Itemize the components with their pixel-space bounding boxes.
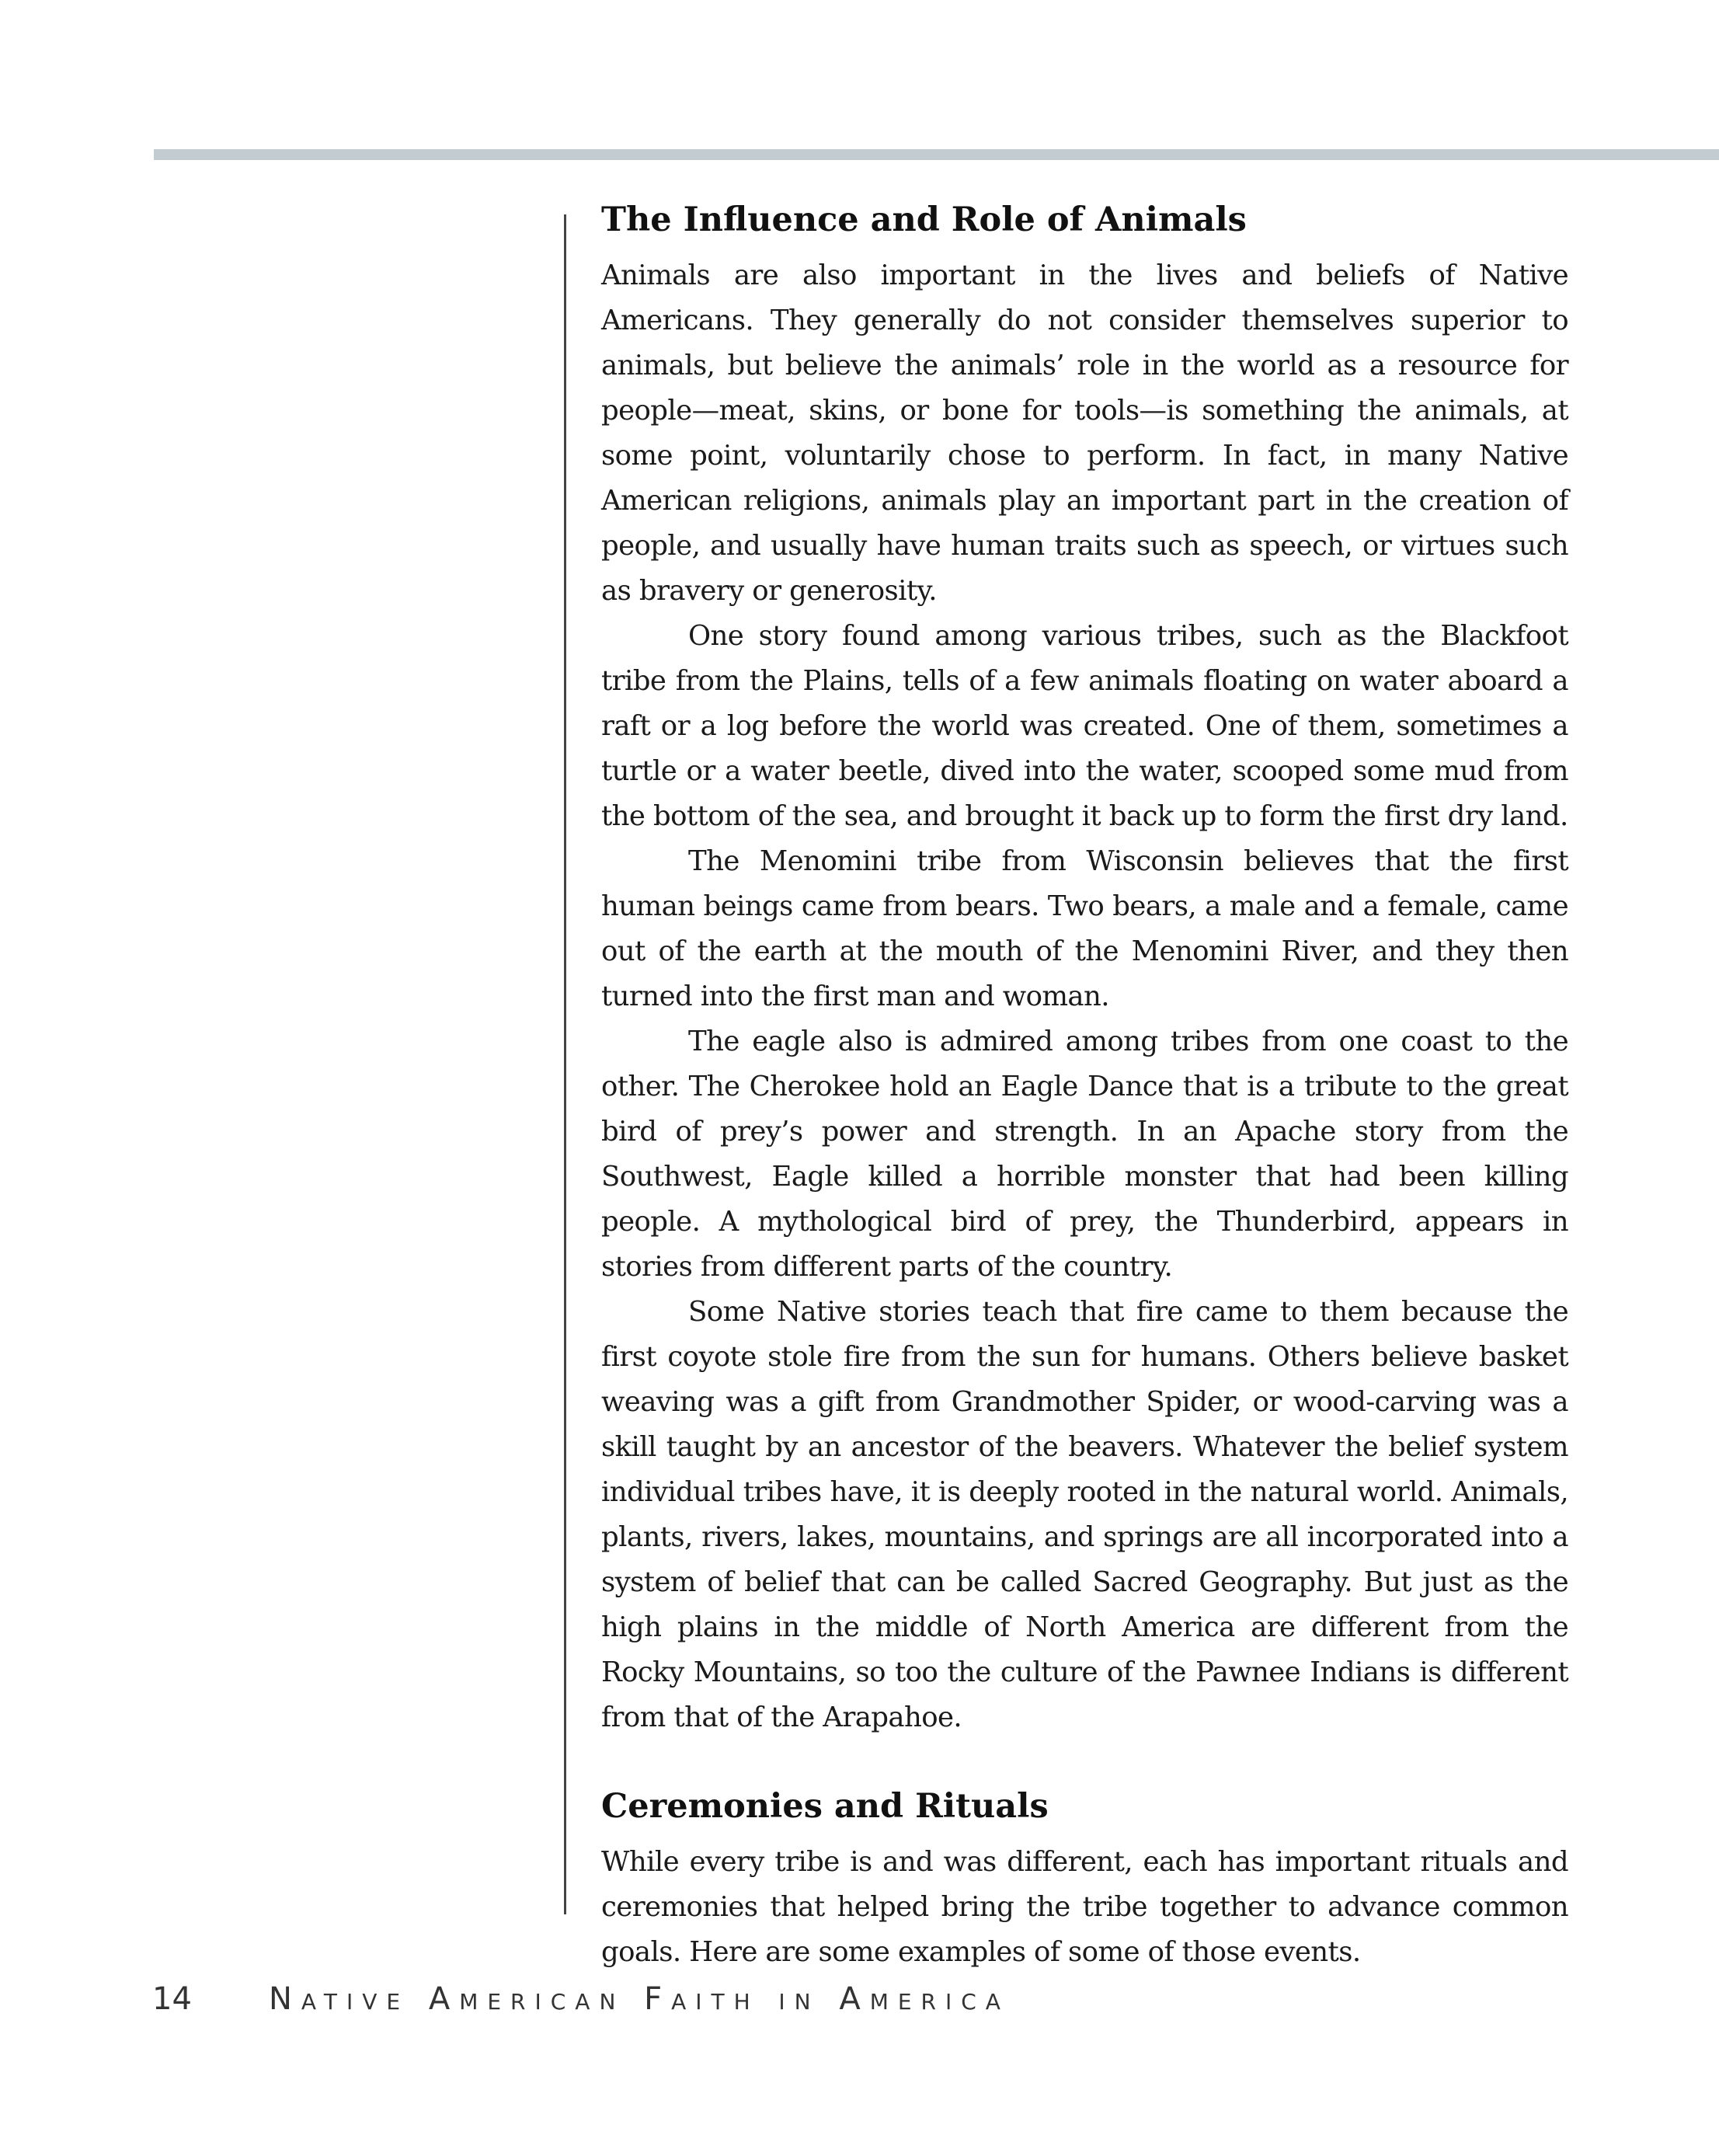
running-title: Native American Faith in America [269,1981,1010,2017]
paragraph: The eagle also is admired among tribes from one coast to the other. The Cherokee hold an Eagle Dance that is a tribute to the great bird of prey’s power and strength. In an Apache story from the Southwest, Eagle killed a horrible monster that had been killing people. A mythological bird of prey, the Thunderbird, appears in stories from different parts of the country. [601,1026,1568,1283]
page-footer [152,1981,1010,2028]
paragraph: Animals are also important in the lives and beliefs of Native Americans. They generally do not consider themselves superior to animals, but believe the animals’ role in the world as a resource for people—meat, skins, or bone for tools—is something the animals, at some point, voluntarily chose to perform. In fact, in many Native American religions, animals play an important part in the creation of people, and usually have human traits such as speech, or virtues such as bravery or generosity. [601,259,1568,607]
margin-rule [564,214,566,1914]
paragraph: One story found among various tribes, such as the Blackfoot tribe from the Plains, tells of a few animals floating on water aboard a raft or a log before the world was created. One of them, sometimes a turtle or a water beetle, dived into the water, scooped some mud from the bottom of the sea, and brought it back up to form the first dry land. [601,620,1568,832]
section-heading-ceremonies: Ceremonies and Rituals [601,1787,1049,1826]
section-heading-animals: The Influence and Role of Animals [601,200,1247,239]
paragraph: The Menomini tribe from Wisconsin believes that the first human beings came from bears. Two bears, a male and a female, came out of the earth at the mouth of the Menomini River, and they then turned into the first man and woman. [601,845,1568,1012]
page-number: 14 [152,1981,192,2017]
paragraph: While every tribe is and was different, each has important rituals and ceremonies that helped bring the tribe together to advance common goals. Here are some examples of some of those events. [601,1846,1568,1968]
top-rule [154,149,1719,160]
main-content [601,193,1568,1975]
paragraph: Some Native stories teach that fire came to them because the first coyote stole fire from the sun for humans. Others believe basket weaving was a gift from Grandmother Spider, or wood-carving was a skill taught by an ancestor of the beavers. Whatever the belief system individual tribes have, it is deeply rooted in the natural world. Animals, plants, rivers, lakes, mountains, and springs are all incorporated into a system of belief that can be called Sacred Geography. But just as the high plains in the middle of North America are different from the Rocky Mountains, so too the culture of the Pawnee Indians is different from that of the Arapahoe. [601,1296,1568,1733]
